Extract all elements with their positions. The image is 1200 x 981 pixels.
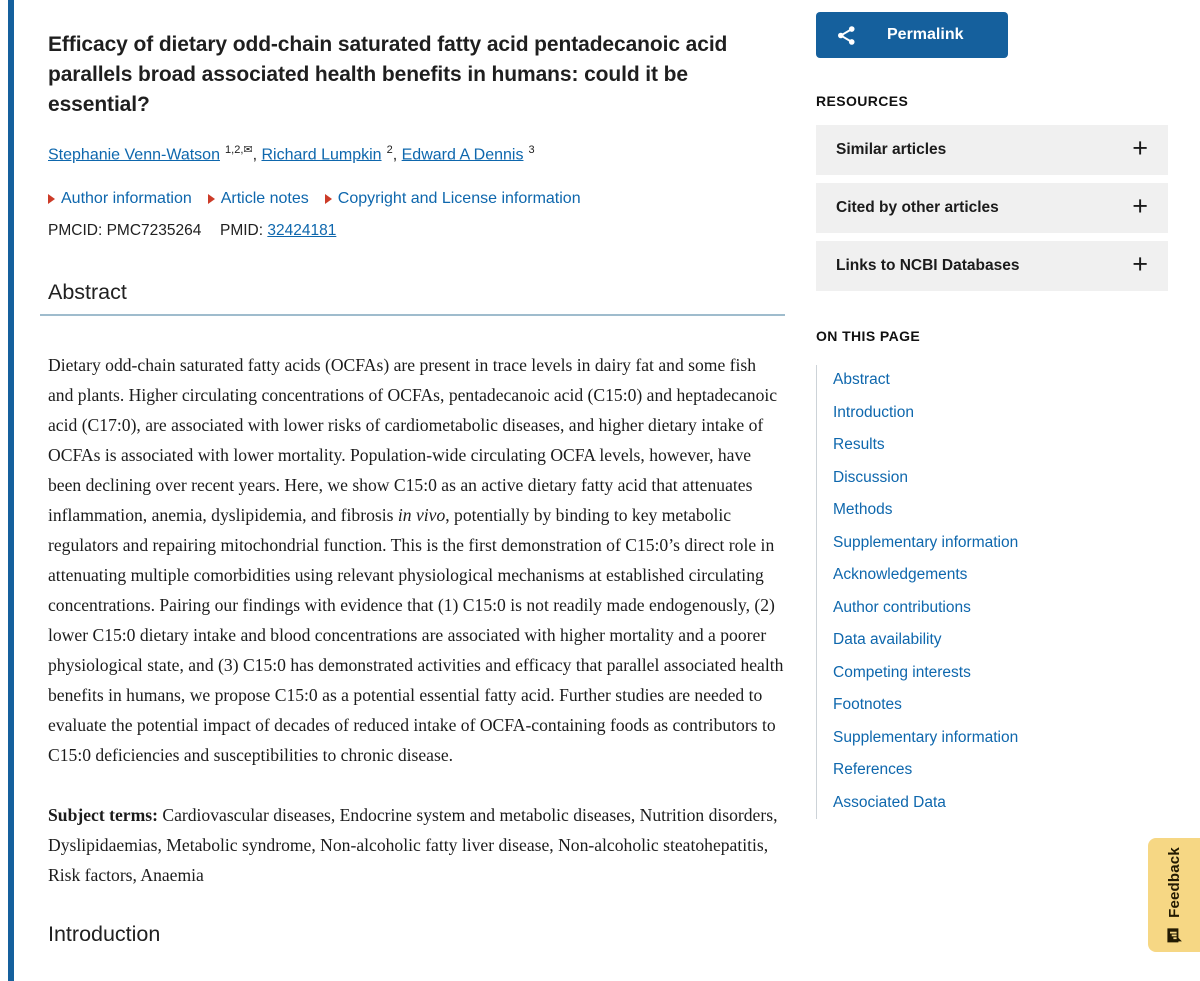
plus-icon[interactable]: + (1132, 249, 1148, 279)
meta-link-label[interactable]: Author information (61, 190, 192, 208)
toc-link[interactable]: Introduction (833, 403, 914, 421)
accordion-item[interactable] (816, 183, 1168, 233)
permalink-button[interactable] (816, 12, 1008, 58)
toc-link[interactable]: Discussion (833, 468, 908, 486)
feedback-label: Feedback (1165, 846, 1183, 918)
on-this-page-nav (816, 365, 1168, 819)
plus-icon[interactable]: + (1132, 133, 1148, 163)
toc-link[interactable]: References (833, 761, 913, 778)
author-link[interactable]: Richard Lumpkin (261, 146, 382, 164)
introduction-heading: Introduction (48, 922, 161, 947)
meta-link-label[interactable]: Copyright and License information (337, 190, 581, 208)
author-affiliation-sup: 2 (383, 144, 393, 156)
pmid-label: PMID: (219, 222, 264, 240)
toc-link[interactable]: Data availability (833, 631, 942, 648)
triangle-marker-icon (208, 194, 215, 204)
accordion-item[interactable] (816, 241, 1168, 291)
accordion-label: Cited by other articles (836, 199, 999, 216)
article-meta-links (48, 190, 785, 208)
article-main (48, 0, 785, 947)
pmid-link[interactable]: 32424181 (267, 222, 337, 240)
toc-link[interactable]: Methods (833, 501, 893, 518)
article-title: Efficacy of dietary odd-chain saturated fatty acid pentadecanoic acid parallels broad associated health benefits in humans: could it be essential? (48, 33, 728, 116)
subject-terms-list: Cardiovascular diseases, Endocrine system and metabolic diseases, Nutrition disorders, Dyslipidaemias, Metabolic syndrome, Non-alcoholic fatty liver disease, Non-alcoholic steatohepatitis, Risk factors, Anaemia (48, 805, 778, 886)
triangle-marker-icon (48, 194, 55, 204)
author-link[interactable]: Stephanie Venn-Watson (48, 146, 220, 164)
permalink-label: Permalink (887, 26, 964, 43)
pmcid-value: PMC7235264 (106, 222, 202, 240)
resources-heading: RESOURCES (816, 93, 909, 109)
feedback-icon (1166, 926, 1183, 943)
accordion-item[interactable] (816, 125, 1168, 175)
accordion-label: Similar articles (836, 141, 947, 158)
meta-link[interactable] (325, 190, 581, 208)
left-accent-bar (8, 0, 14, 981)
toc-link[interactable]: Associated Data (833, 793, 946, 811)
toc-link[interactable]: Abstract (833, 371, 890, 388)
sidebar (816, 0, 1168, 819)
toc-link[interactable]: Supplementary information (833, 533, 1019, 551)
feedback-tab[interactable] (1148, 838, 1200, 952)
subject-terms (48, 800, 785, 890)
toc-link[interactable]: Acknowledgements (833, 566, 968, 583)
accordion-label: Links to NCBI Databases (836, 257, 1020, 274)
author-link[interactable]: Edward A Dennis (401, 146, 524, 164)
toc-link[interactable]: Competing interests (833, 663, 971, 681)
meta-link[interactable] (208, 190, 309, 208)
article-ids (48, 222, 785, 240)
author-affiliation-sup: 1,2,✉ (221, 144, 253, 156)
abstract-italic: in vivo (397, 505, 446, 526)
meta-link-label[interactable]: Article notes (220, 190, 309, 208)
author-affiliation-sup: 3 (525, 144, 535, 156)
author-list: Stephanie Venn-Watson $^{1,2,✉}$, Richard Lumpkin $^2$, Edward A Dennis $^3$ (48, 144, 535, 164)
plus-icon[interactable]: + (1132, 191, 1148, 221)
abstract-heading: Abstract (48, 280, 127, 305)
toc-link[interactable]: Results (833, 436, 885, 453)
toc-link[interactable]: Footnotes (833, 696, 902, 713)
toc-link[interactable]: Author contributions (833, 598, 971, 616)
triangle-marker-icon (325, 194, 332, 204)
abstract-paragraph (48, 350, 785, 770)
meta-link[interactable] (48, 190, 192, 208)
toc-link[interactable]: Supplementary information (833, 728, 1019, 746)
feedback-inner (1166, 847, 1183, 944)
abstract-text-1: Dietary odd-chain saturated fatty acids (OCFAs) are present in trace levels in dairy fat and some fish and plants. Higher circulating concentrations of OCFAs, pentadecanoic acid (C15:0) and heptadecanoic acid (C17:0), are associated with lower risks of cardiometabolic diseases, and higher dietary intake of OCFAs is associated with lower mortality. Population-wide circulating OCFA levels, however, have been declining over recent years. Here, we show C15:0 as an active dietary fatty acid that attenuates inflammation, anemia, dyslipidemia, and fibrosis (48, 355, 778, 526)
resources-accordions (816, 125, 1168, 291)
abstract-divider (40, 314, 785, 316)
abstract-text-2: , potentially by binding to key metabolic regulators and repairing mitochondrial function. This is the first demonstration of C15:0’s direct role in attenuating multiple comorbidities using relevant physiological mechanisms at established circulating concentrations. Pairing our findings with evidence that (1) C15:0 is not readily made endogenously, (2) lower C15:0 dietary intake and blood concentrations are associated with higher mortality and a poorer physiological state, and (3) C15:0 has demonstrated activities and efficacy that parallel associated health benefits in humans, we propose C15:0 as a potential essential fatty acid. Further studies are needed to evaluate the potential impact of decades of reduced intake of OCFA-containing foods as contributors to C15:0 deficiencies and susceptibilities to chronic disease. (48, 505, 784, 766)
subject-terms-label: Subject terms: (48, 805, 158, 826)
on-this-page-heading: ON THIS PAGE (816, 328, 921, 344)
share-icon (836, 25, 857, 46)
pmcid-label: PMCID: (48, 222, 103, 240)
